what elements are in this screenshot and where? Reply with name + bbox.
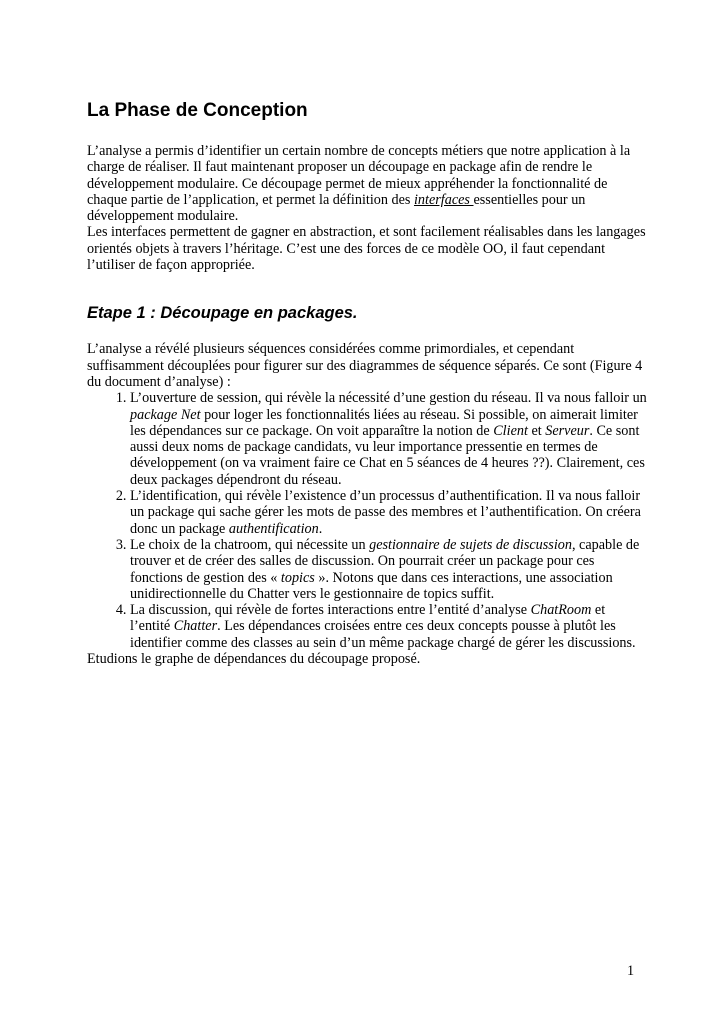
step-1-lead-paragraph: L’analyse a révélé plusieurs séquences considérées comme primordiales, et cependant suffisamment découplées pour figurer sur des diagrammes de séquence séparés. Ce sont (Figure 4 du document d’analyse) : [87, 341, 643, 390]
intro-paragraph-1 [87, 143, 647, 224]
interfaces-link[interactable]: interfaces [413, 191, 474, 208]
intro-text-part-b: essentielles pour un développement modulaire. [87, 191, 586, 225]
page-title: La Phase de Conception [87, 100, 308, 121]
intro-text-part-a: L’analyse a permis d’identifier un certain nombre de concepts métiers que notre application à la charge de réaliser. Il faut maintenant proposer un découpage en package afin de rendre le développement modulaire. Ce découpage permet de mieux appréhender la fonctionnalité de chaque partie de l’application, et permet la définition des [87, 143, 631, 208]
closing-paragraph: Etudions le graphe de dépendances du découpage proposé. [87, 651, 421, 668]
list-item: 3. Le choix de la chatroom, qui nécessite un gestionnaire de sujets de discussion, capable de trouver et de créer des salles de discussion. On pourrait créer un package pour ces fonctions de gestion des « topics ». Notons que dans ces interactions, une association unidirectionnelle du Chatter vers le gestionnaire de topics suffit. [130, 537, 647, 602]
list-item: 1. L’ouverture de session, qui révèle la nécessité d’une gestion du réseau. Il va nous falloir un package Net pour loger les fonctionnalités liées au réseau. Si possible, on aimerait limiter les dépendances sur ce package. On voit apparaître la notion de Client et Serveur. Ce sont aussi deux noms de package candidats, vu leur importance pressentie en termes de développement (on va vraiment faire ce Chat en 5 séances de 4 heures ??). Clairement, ces deux packages dépendront du réseau. [130, 390, 647, 488]
list-item: 2. L’identification, qui révèle l’existence d’un processus d’authentification. Il va nous falloir un package qui sache gérer les mots de passe des membres et l’authentification. On créera donc un package authentification. [130, 488, 647, 537]
step-1-heading: Etape 1 : Découpage en packages. [87, 304, 358, 323]
gestionnaire-term: gestionnaire de sujets de discussion [369, 536, 572, 553]
chatter-term: Chatter [173, 618, 218, 635]
serveur-term: Serveur [545, 422, 590, 439]
authentification-term: authentification [228, 520, 319, 537]
client-term: Client [493, 422, 528, 439]
package-net-term: package Net [130, 406, 201, 423]
sequence-list [87, 390, 647, 651]
intro-paragraph-2: Les interfaces permettent de gagner en abstraction, et sont facilement réalisables dans les langages orientés objets à travers l’héritage. C’est une des forces de ce modèle OO, il faut cependant l’utiliser de façon appropriée. [87, 224, 646, 274]
document-page [87, 99, 647, 667]
list-item: 4. La discussion, qui révèle de fortes interactions entre l’entité d’analyse ChatRoom et l’entité Chatter. Les dépendances croisées entre ces deux concepts pousse à plutôt les identifier comme des classes au sein d’un même package chargé de gérer les discussions. [130, 602, 647, 651]
page-number: 1 [627, 963, 635, 979]
topics-term: topics [280, 569, 315, 586]
chatroom-term: ChatRoom [530, 602, 592, 619]
